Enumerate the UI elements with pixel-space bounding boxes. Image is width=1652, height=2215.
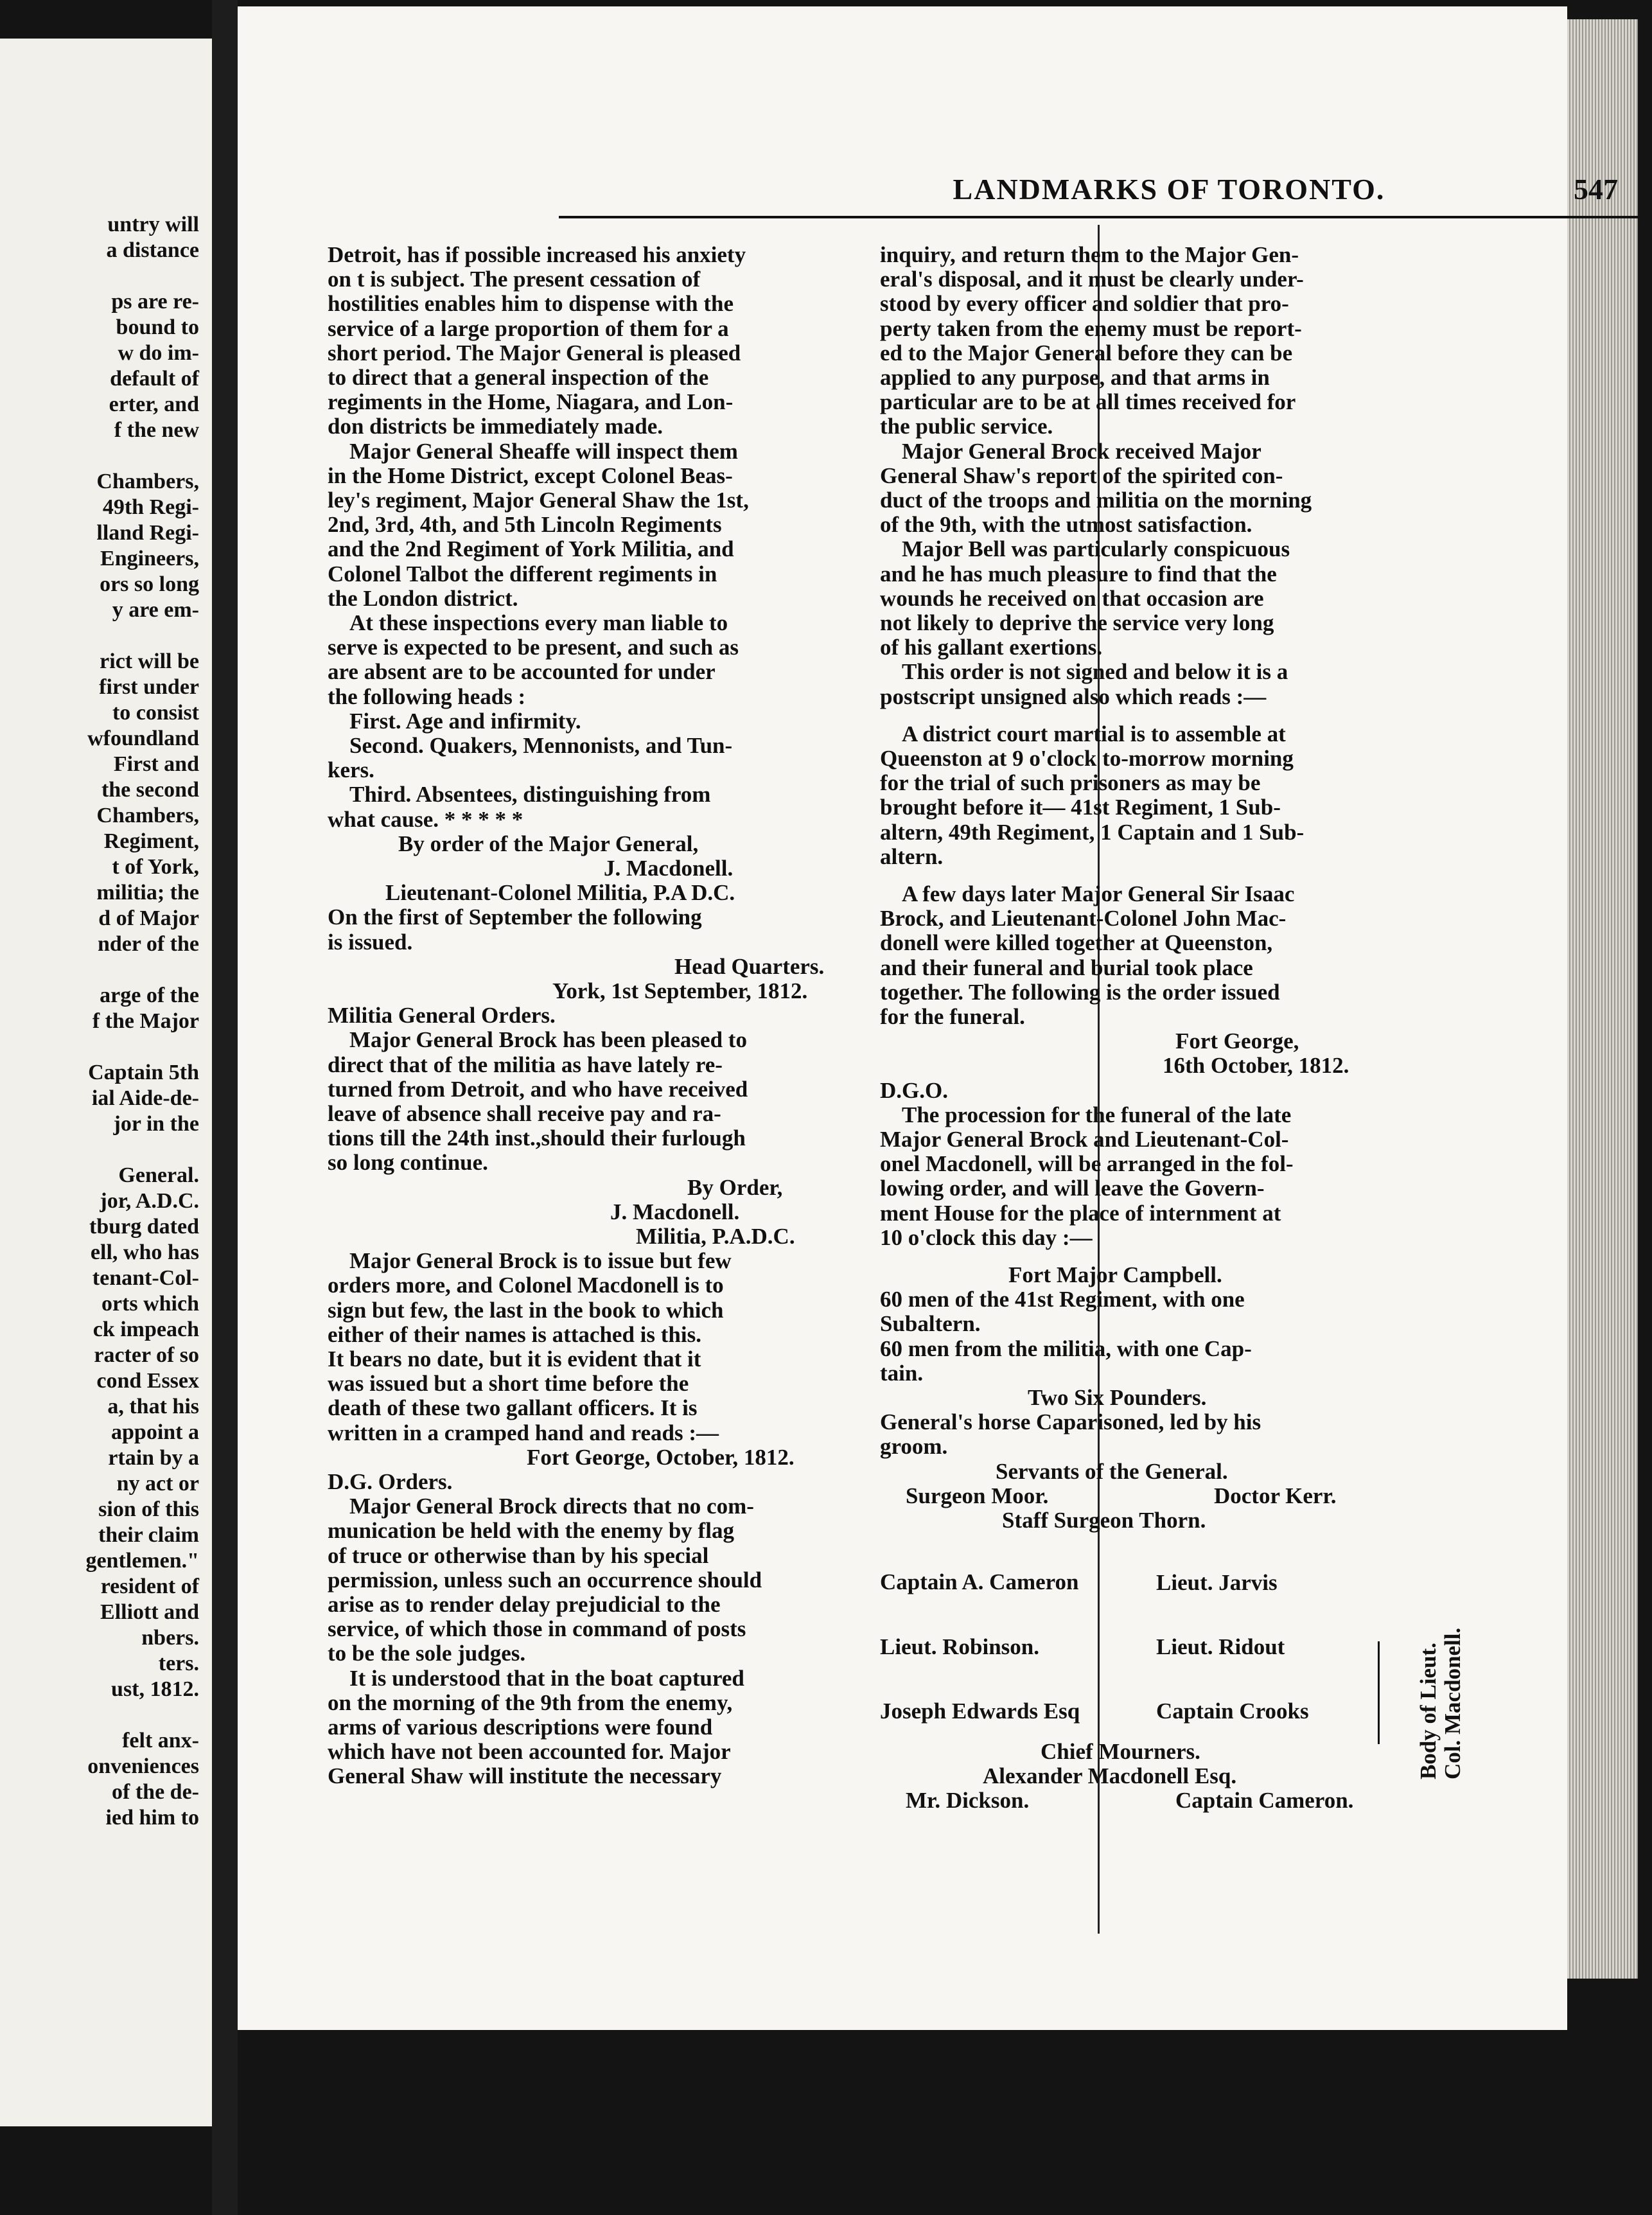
text-line: are absent are to be accounted for under xyxy=(328,659,716,685)
text-line: on the morning of the 9th from the enemy, xyxy=(328,1690,733,1715)
text-line: Subaltern. xyxy=(880,1311,981,1337)
text-line: General Shaw will institute the necessary xyxy=(328,1763,722,1789)
fragment-line: erter, and xyxy=(109,393,199,416)
text-line: turned from Detroit, and who have received xyxy=(328,1076,748,1102)
text-line: perty taken from the enemy must be report- xyxy=(880,315,1302,341)
fragment-line: ust, 1812. xyxy=(111,1677,199,1701)
fragment-line: tburg dated xyxy=(89,1215,199,1239)
text-line: of his gallant exertions. xyxy=(880,635,1103,660)
text-line: brought before it— 41st Regiment, 1 Sub- xyxy=(880,795,1281,820)
text-line: It bears no date, but it is evident that it xyxy=(328,1346,701,1372)
fragment-line: bound to xyxy=(116,315,199,339)
text-line: kers. xyxy=(328,757,374,783)
text-line: arms of various descriptions were found xyxy=(328,1715,713,1740)
text-line: either of their names is attached is this. xyxy=(328,1321,701,1347)
text-line: for the funeral. xyxy=(880,1004,1025,1029)
header-rule xyxy=(559,216,1638,218)
fragment-line: racter of so xyxy=(94,1343,199,1367)
fragment-line: tenant-Col- xyxy=(92,1266,199,1290)
fragment-line: Regiment, xyxy=(103,829,199,853)
text-line: and their funeral and burial took place xyxy=(880,955,1253,980)
text-line: duct of the troops and militia on the morning xyxy=(880,488,1312,513)
fragment-line: f the new xyxy=(114,418,199,442)
text-line: 60 men from the militia, with one Cap- xyxy=(880,1336,1252,1361)
text-line: By Order, xyxy=(687,1174,783,1200)
book-spine xyxy=(212,0,238,2215)
text-line: altern, 49th Regiment, 1 Captain and 1 Sub- xyxy=(880,819,1305,845)
text-line: stood by every officer and soldier that pro- xyxy=(880,291,1289,317)
text-line: the public service. xyxy=(880,414,1053,439)
text-line: of truce or otherwise than by his special xyxy=(328,1542,709,1568)
text-line: D.G.O. xyxy=(880,1077,948,1103)
text-line: 16th October, 1812. xyxy=(1163,1053,1349,1079)
text-line: what cause. * * * * * xyxy=(328,806,523,832)
vertical-label-line: Col. Macdonell. xyxy=(1440,1627,1465,1779)
text-line: J. Macdonell. xyxy=(610,1199,740,1224)
text-line: hostilities enables him to dispense with the xyxy=(328,291,734,317)
text-line: Brock, and Lieutenant-Colonel John Mac- xyxy=(880,906,1287,931)
text-line: is issued. xyxy=(328,929,413,955)
text-line: Captain Crooks xyxy=(1156,1699,1309,1724)
text-line: to direct that a general inspection of the xyxy=(328,365,709,390)
fragment-line: lland Regi- xyxy=(96,521,199,545)
fragment-line: gentlemen." xyxy=(85,1549,199,1573)
text-line: the London district. xyxy=(328,585,518,611)
fragment-line: arge of the xyxy=(100,984,199,1007)
text-line: altern. xyxy=(880,843,944,869)
text-line: direct that of the militia as have lately re- xyxy=(328,1052,723,1077)
text-line: The procession for the funeral of the late xyxy=(902,1102,1292,1127)
text-line: By order of the Major General, xyxy=(398,831,699,856)
text-line: ed to the Major General before they can be xyxy=(880,340,1293,366)
text-line: Chief Mourners. xyxy=(1041,1738,1200,1764)
text-line: regiments in the Home, Niagara, and Lon- xyxy=(328,389,734,415)
page-edge xyxy=(1567,19,1638,1979)
text-line: particular are to be at all times received for xyxy=(880,389,1296,415)
text-line: applied to any purpose, and that arms in xyxy=(880,365,1270,390)
text-line: Lieutenant-Colonel Militia, P.A D.C. xyxy=(385,880,735,906)
page-number: 547 xyxy=(1574,173,1618,206)
text-line: arise as to render delay prejudicial to the xyxy=(328,1592,721,1617)
text-line: sign but few, the last in the book to which xyxy=(328,1297,724,1323)
fragment-line: General. xyxy=(118,1163,199,1187)
text-line: Lieut. Robinson. xyxy=(880,1634,1039,1659)
fragment-line: default of xyxy=(110,367,199,391)
text-line: 2nd, 3rd, 4th, and 5th Lincoln Regiments xyxy=(328,512,722,538)
fragment-line: nder of the xyxy=(97,932,199,956)
text-line: serve is expected to be present, and such as xyxy=(328,635,739,660)
text-line: together. The following is the order issued xyxy=(880,979,1280,1005)
text-line: Major General Brock directs that no com- xyxy=(349,1494,754,1519)
text-line: which have not been accounted for. Major xyxy=(328,1739,731,1765)
fragment-line: a, that his xyxy=(107,1395,199,1418)
text-line: J. Macdonell. xyxy=(604,856,734,881)
fragment-line: untry will xyxy=(107,213,199,236)
text-line: Major General Brock is to issue but few xyxy=(349,1248,732,1274)
fragment-line: rtain by a xyxy=(108,1446,199,1470)
text-line: Fort George, October, 1812. xyxy=(527,1444,795,1470)
text-line: Mr. Dickson. xyxy=(906,1788,1030,1813)
text-line: Two Six Pounders. xyxy=(1028,1385,1207,1410)
text-line: on t is subject. The present cessation of xyxy=(328,267,701,292)
text-line: 10 o'clock this day :— xyxy=(880,1224,1093,1250)
text-line: Major General Sheaffe will inspect them xyxy=(349,438,738,464)
text-line: permission, unless such an occurrence should xyxy=(328,1567,762,1593)
fragment-line: jor, A.D.C. xyxy=(100,1189,199,1213)
fragment-line: sion of this xyxy=(98,1497,199,1521)
fragment-line: y are em- xyxy=(112,598,199,622)
fragment-line: Elliott and xyxy=(100,1600,199,1624)
text-line: service, of which those in command of posts xyxy=(328,1616,746,1642)
text-line: General's horse Caparisoned, led by his xyxy=(880,1409,1261,1435)
fragment-line: appoint a xyxy=(111,1420,199,1444)
text-line: death of these two gallant officers. It is xyxy=(328,1395,698,1421)
text-line: groom. xyxy=(880,1434,948,1460)
text-line: A district court martial is to assemble at xyxy=(902,721,1286,746)
text-line: Major General Brock and Lieutenant-Col- xyxy=(880,1127,1289,1152)
text-line: not likely to deprive the service very long xyxy=(880,610,1274,635)
text-line: This order is not signed and below it is a xyxy=(902,659,1288,685)
fragment-line: First and xyxy=(113,752,199,776)
fragment-line: ied him to xyxy=(105,1806,199,1830)
text-line: Fort George, xyxy=(1175,1028,1299,1054)
text-line: Surgeon Moor. xyxy=(906,1483,1049,1508)
fragment-line: jor in the xyxy=(113,1112,199,1136)
text-line: to be the sole judges. xyxy=(328,1641,526,1666)
fragment-line: a distance xyxy=(106,238,199,262)
text-line: and he has much pleasure to find that the xyxy=(880,561,1277,587)
text-line: Joseph Edwards Esq xyxy=(880,1699,1080,1724)
text-line: Captain A. Cameron xyxy=(880,1569,1079,1595)
fragment-line: first under xyxy=(99,675,199,699)
fragment-line: Chambers, xyxy=(96,804,199,827)
text-line: Fort Major Campbell. xyxy=(1008,1262,1222,1287)
text-line: for the trial of such prisoners as may be xyxy=(880,770,1261,796)
fragment-line: of the de- xyxy=(112,1780,199,1804)
text-line: tain. xyxy=(880,1360,924,1386)
text-line: written in a cramped hand and reads :— xyxy=(328,1420,719,1445)
text-line: Third. Absentees, distinguishing from xyxy=(349,782,711,807)
fragment-line: ors so long xyxy=(100,572,199,596)
text-line: in the Home District, except Colonel Beas- xyxy=(328,463,733,488)
fragment-line: Chambers, xyxy=(96,470,199,493)
text-line: wounds he received on that occasion are xyxy=(880,585,1264,611)
text-line: Detroit, has if possible increased his anxiety xyxy=(328,242,746,267)
fragment-line: onveniences xyxy=(87,1754,199,1778)
fragment-line: f the Major xyxy=(92,1009,199,1033)
text-line: orders more, and Colonel Macdonell is to xyxy=(328,1273,724,1298)
text-line: Militia General Orders. xyxy=(328,1003,556,1028)
text-line: postscript unsigned also which reads :— xyxy=(880,684,1267,709)
fragment-line: ps are re- xyxy=(111,290,199,313)
fragment-line: d of Major xyxy=(98,906,199,930)
text-line: On the first of September the following xyxy=(328,905,702,930)
text-line: Militia, P.A.D.C. xyxy=(636,1224,795,1249)
bracket-line xyxy=(1378,1641,1405,1744)
text-line: don districts be immediately made. xyxy=(328,414,663,439)
text-line: Lieut. Jarvis xyxy=(1156,1569,1278,1595)
fragment-line: to consist xyxy=(112,701,199,725)
fragment-line: Engineers, xyxy=(100,547,199,570)
text-line: so long continue. xyxy=(328,1150,488,1176)
left-page-fragment xyxy=(0,39,212,2126)
fragment-line: their claim xyxy=(98,1523,199,1547)
text-line: Servants of the General. xyxy=(996,1458,1228,1484)
fragment-line: militia; the xyxy=(96,881,199,905)
fragment-line: felt anx- xyxy=(122,1729,199,1752)
text-line: First. Age and infirmity. xyxy=(349,708,581,734)
text-line: munication be held with the enemy by flag xyxy=(328,1518,734,1544)
text-line: Alexander Macdonell Esq. xyxy=(983,1763,1237,1788)
fragment-line: w do im- xyxy=(118,341,199,365)
text-line: Staff Surgeon Thorn. xyxy=(1002,1508,1206,1533)
text-line: eral's disposal, and it must be clearly under- xyxy=(880,267,1304,292)
text-line: ment House for the place of internment at xyxy=(880,1200,1281,1226)
text-line: Major Bell was particularly conspicuous xyxy=(902,536,1290,562)
text-line: Major General Brock received Major xyxy=(902,438,1261,464)
text-line: Second. Quakers, Mennonists, and Tun- xyxy=(349,733,733,758)
text-line: lowing order, and will leave the Govern- xyxy=(880,1176,1265,1201)
text-line: It is understood that in the boat captured xyxy=(349,1665,744,1691)
fragment-line: Captain 5th xyxy=(88,1061,199,1084)
text-line: At these inspections every man liable to xyxy=(349,610,728,635)
text-line: donell were killed together at Queenston, xyxy=(880,930,1273,956)
text-line: short period. The Major General is pleased xyxy=(328,340,741,366)
text-line: Lieut. Ridout xyxy=(1156,1634,1285,1659)
text-line: 60 men of the 41st Regiment, with one xyxy=(880,1287,1245,1312)
book-page xyxy=(238,6,1618,2030)
text-line: A few days later Major General Sir Isaac xyxy=(902,881,1295,906)
text-line: Queenston at 9 o'clock to-morrow morning xyxy=(880,746,1294,771)
text-line: Doctor Kerr. xyxy=(1214,1483,1337,1508)
text-line: of the 9th, with the utmost satisfaction. xyxy=(880,512,1252,538)
fragment-line: rict will be xyxy=(100,649,199,673)
fragment-line: resident of xyxy=(100,1575,199,1598)
fragment-line: cond Essex xyxy=(96,1369,199,1393)
vertical-label xyxy=(1416,1628,1465,1779)
text-line: D.G. Orders. xyxy=(328,1469,453,1494)
fragment-line: ny act or xyxy=(116,1472,199,1496)
text-line: General Shaw's report of the spirited con- xyxy=(880,463,1283,488)
fragment-line: wfoundland xyxy=(87,727,199,750)
text-line: tions till the 24th inst.,should their furlough xyxy=(328,1125,746,1151)
fragment-line: ck impeach xyxy=(92,1318,199,1341)
text-line: Colonel Talbot the different regiments in xyxy=(328,561,717,587)
text-line: York, 1st September, 1812. xyxy=(552,978,808,1003)
text-line: Head Quarters. xyxy=(674,953,825,979)
fragment-line: t of York, xyxy=(112,855,199,879)
fragment-line: ters. xyxy=(158,1652,199,1675)
fragment-line: nbers. xyxy=(141,1626,199,1650)
text-line: service of a large proportion of them for a xyxy=(328,315,729,341)
fragment-line: ial Aide-de- xyxy=(91,1086,199,1110)
text-line: inquiry, and return them to the Major Gen- xyxy=(880,242,1299,267)
fragment-line: ell, who has xyxy=(90,1240,199,1264)
text-line: leave of absence shall receive pay and ra- xyxy=(328,1101,721,1126)
text-line: Captain Cameron. xyxy=(1175,1788,1354,1813)
text-line: Major General Brock has been pleased to xyxy=(349,1027,747,1053)
vertical-label-line: Body of Lieut. xyxy=(1416,1643,1441,1779)
fragment-line: 49th Regi- xyxy=(102,495,199,519)
fragment-line: the second xyxy=(101,778,199,802)
text-line: and the 2nd Regiment of York Militia, and xyxy=(328,536,734,562)
text-line: the following heads : xyxy=(328,684,526,709)
fragment-line: orts which xyxy=(101,1292,199,1316)
text-line: was issued but a short time before the xyxy=(328,1371,689,1397)
running-head: LANDMARKS OF TORONTO. xyxy=(953,173,1385,206)
text-line: onel Macdonell, will be arranged in the fol- xyxy=(880,1151,1294,1177)
text-line: ley's regiment, Major General Shaw the 1st, xyxy=(328,488,749,513)
